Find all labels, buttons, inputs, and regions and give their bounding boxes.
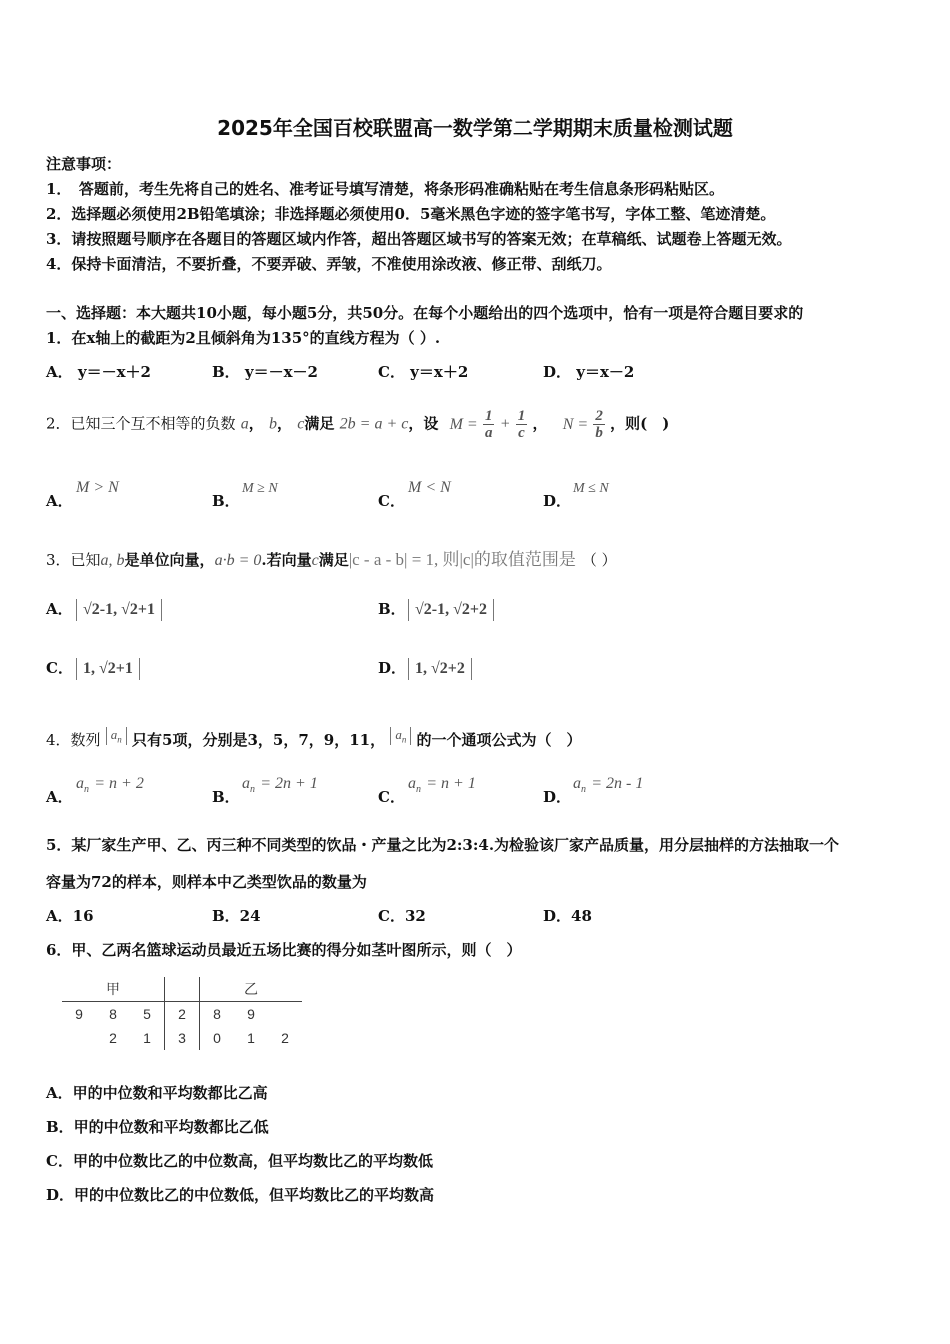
leaf-right: 9 [247,1006,255,1022]
q2-n-label: N = [562,415,589,433]
q2-m-label: M = [449,415,478,433]
q4-sub: n [416,784,421,795]
q2-end: ，则( ) [610,414,670,433]
notice-item-3: 3．请按照题号顺序在各题目的答题区域内作答，超出答题区域书写的答案无效；在草稿纸、试题卷上答题无效。 [46,230,792,248]
q4-option-b-expr: = 2n + 1 [260,775,318,792]
q2-stem [46,408,669,441]
q3-option-d [378,657,472,680]
q2-option-b [212,478,278,511]
q4-seq-a: a [110,727,118,742]
leaf-left: 5 [143,1006,151,1022]
q2-var-a: a [240,415,249,433]
page-title: 2025年全国百校联盟高一数学第二学期期末质量检测试题 [217,116,733,140]
q2-option-b-expr: M ≥ N [242,481,278,496]
q3-option-b-interval: √2-1, √2+2 [408,599,494,621]
q4-option-d [543,774,643,807]
leaf-left: 8 [109,1006,117,1022]
leaf-left: 9 [75,1006,83,1022]
q2-option-b-label: B． [212,492,240,510]
q4-seq-1 [106,727,127,745]
q4-option-c-label: C． [378,788,405,806]
q2-num: 2．已知三个互不相等的负数 [46,414,236,433]
q3-option-a-interval: √2-1, √2+1 [76,599,162,621]
q3-dot-product: a·b = 0 [214,552,262,569]
notice-item-2: 2．选择题必须使用2B铅笔填涂；非选择题必须使用0．5毫米黑色字迹的签字笔书写，字体工整、笔迹清楚。 [46,205,776,223]
q2-frac-num: 1 [484,408,493,424]
q4-option-d-expr: = 2n - 1 [591,775,644,792]
q2-frac-den: b [595,425,603,441]
leaf-right [268,1002,302,1027]
q1-option-a: A． y＝－x＋2 [46,363,151,381]
q4-text-2: 的一个通项公式为（ ） [416,731,582,749]
q4-a: a [573,775,581,792]
q4-option-a-expr: = n + 2 [94,775,144,792]
q2-comma: ， [532,414,548,433]
q4-option-a-label: A． [46,788,73,806]
q2-frac-num: 2 [595,408,603,424]
q3-option-b [378,598,494,621]
q2-option-c-label: C． [378,492,405,510]
q5-line-1: 5．某厂家生产甲、乙、丙三种不同类型的饮品・产量之比为2:3:4.为检验该厂家产品质量，用分层抽样的方法抽取一个 [46,836,840,854]
q2-frac-den: a [484,425,493,441]
q6-option-a: A．甲的中位数和平均数都比乙高 [46,1084,268,1102]
q3-vectors: a, b [100,552,125,569]
table-row [62,1026,302,1050]
q3-option-d-label: D． [378,659,407,677]
q2-frac-1a [483,408,495,441]
q2-option-c [378,478,451,511]
q3-option-d-interval: 1, √2+2 [408,658,472,680]
q4-sub: n [84,784,89,795]
q4-stem [46,727,582,750]
q1-option-d: D． y＝x－2 [543,363,635,381]
q2-frac-2b [593,408,605,441]
q4-option-c-expr: = n + 1 [426,775,476,792]
q3-option-a [46,598,162,621]
q1-option-b: B． y＝－x－2 [212,363,318,381]
q3-option-b-label: B． [378,600,406,618]
q2-option-d-label: D． [543,492,572,510]
notice-heading: 注意事项： [46,155,122,173]
leaf-right: 0 [213,1030,221,1046]
q2-set: ，设 [408,414,439,433]
q6-option-d: D．甲的中位数比乙的中位数低，但平均数比乙的平均数高 [46,1186,435,1204]
leaf-right: 2 [281,1030,289,1046]
q3-text-2: .若向量 [261,551,312,569]
q4-a: a [242,775,250,792]
stem-value: 2 [165,1002,200,1027]
q3-end: （ ） [581,551,617,569]
stem-leaf-table [62,977,302,1050]
leaf-left [62,1026,96,1050]
q2-mid: 满足 [304,414,335,433]
q5-line-2: 容量为72的样本，则样本中乙类型饮品的数量为 [46,873,367,891]
q3-num: 3．已知 [46,551,101,569]
q6-option-c: C．甲的中位数比乙的中位数高，但平均数比乙的平均数低 [46,1152,433,1170]
q2-comma: ， [248,414,264,433]
q2-var-c: c [297,415,305,433]
header-right: 乙 [244,981,258,997]
stem-value: 3 [165,1026,200,1050]
table-row [62,1002,302,1027]
q4-option-b [212,774,318,807]
q4-num: 4．数列 [46,731,101,749]
q4-option-c [378,774,476,807]
q3-text-1: 是单位向量， [124,551,215,569]
stem-leaf-plot [62,977,302,1050]
q4-seq-a: a [395,727,402,742]
q3-vector-c: c [311,552,319,569]
q6-stem: 6．甲、乙两名篮球运动员最近五场比赛的得分如茎叶图所示，则（ ） [46,941,522,959]
q4-option-b-label: B． [212,788,240,806]
q3-stem [46,545,617,570]
header-stem [165,977,200,1002]
q4-seq-2 [390,727,411,745]
q2-option-d [543,478,609,511]
q1-option-c: C． y＝x＋2 [378,363,469,381]
q2-option-c-expr: M < N [408,479,451,496]
q1-stem: 1．在x轴上的截距为2且倾斜角为135°的直线方程为（ ）. [46,329,441,347]
q4-sub: n [581,784,586,795]
q2-frac-den: c [518,425,525,441]
q4-option-d-label: D． [543,788,572,806]
header-left: 甲 [106,981,120,997]
q4-text-1: 只有5项，分别是3，5，7，9，11， [132,731,386,749]
q4-a: a [76,775,84,792]
q3-text-3: 满足 [318,551,349,569]
q4-a: a [408,775,416,792]
q2-frac-num: 1 [517,408,526,424]
q3-option-a-label: A． [46,600,73,618]
q5-option-d: D．48 [543,907,592,925]
leaf-right: 8 [213,1006,221,1022]
q2-condition: 2b = a + c [339,415,409,433]
q5-option-b: B．24 [212,907,261,925]
q5-option-a: A．16 [46,907,94,925]
q2-comma: ， [277,414,293,433]
section-heading: 一、选择题：本大题共10小题，每小题5分，共50分。在每个小题给出的四个选项中，恰有一项是符合题目要求的 [46,304,804,322]
q3-option-c-interval: 1, √2+1 [76,658,140,680]
q4-seq-sub: n [117,734,122,745]
q3-option-c-label: C． [46,659,73,677]
notice-item-4: 4．保持卡面清洁，不要折叠，不要弄破、弄皱，不准使用涂改液、修正带、刮纸刀。 [46,255,612,273]
leaf-left: 1 [143,1030,151,1046]
q2-option-d-expr: M ≤ N [573,481,609,496]
q2-option-a-expr: M > N [76,479,119,496]
q2-var-b: b [269,415,278,433]
notice-item-1: 1． 答题前，考生先将自己的姓名、准考证号填写清楚，将条形码准确粘贴在考生信息条形码粘贴区。 [46,180,724,198]
q2-option-a-label: A． [46,492,73,510]
q2-option-a [46,478,119,511]
q4-seq-sub: n [401,734,407,745]
q6-option-b: B．甲的中位数和平均数都比乙低 [46,1118,269,1136]
q2-plus: + [499,415,511,433]
q3-option-c [46,657,140,680]
q3-expression: |c - a - b| = 1, 则|c|的取值范围是 [348,550,576,569]
q5-option-c: C．32 [378,907,426,925]
leaf-right: 1 [247,1030,255,1046]
stem-leaf-header [62,977,302,1002]
q4-option-a [46,774,144,807]
q4-sub: n [250,784,255,795]
leaf-left: 2 [109,1030,117,1046]
q2-frac-1c [516,408,528,441]
